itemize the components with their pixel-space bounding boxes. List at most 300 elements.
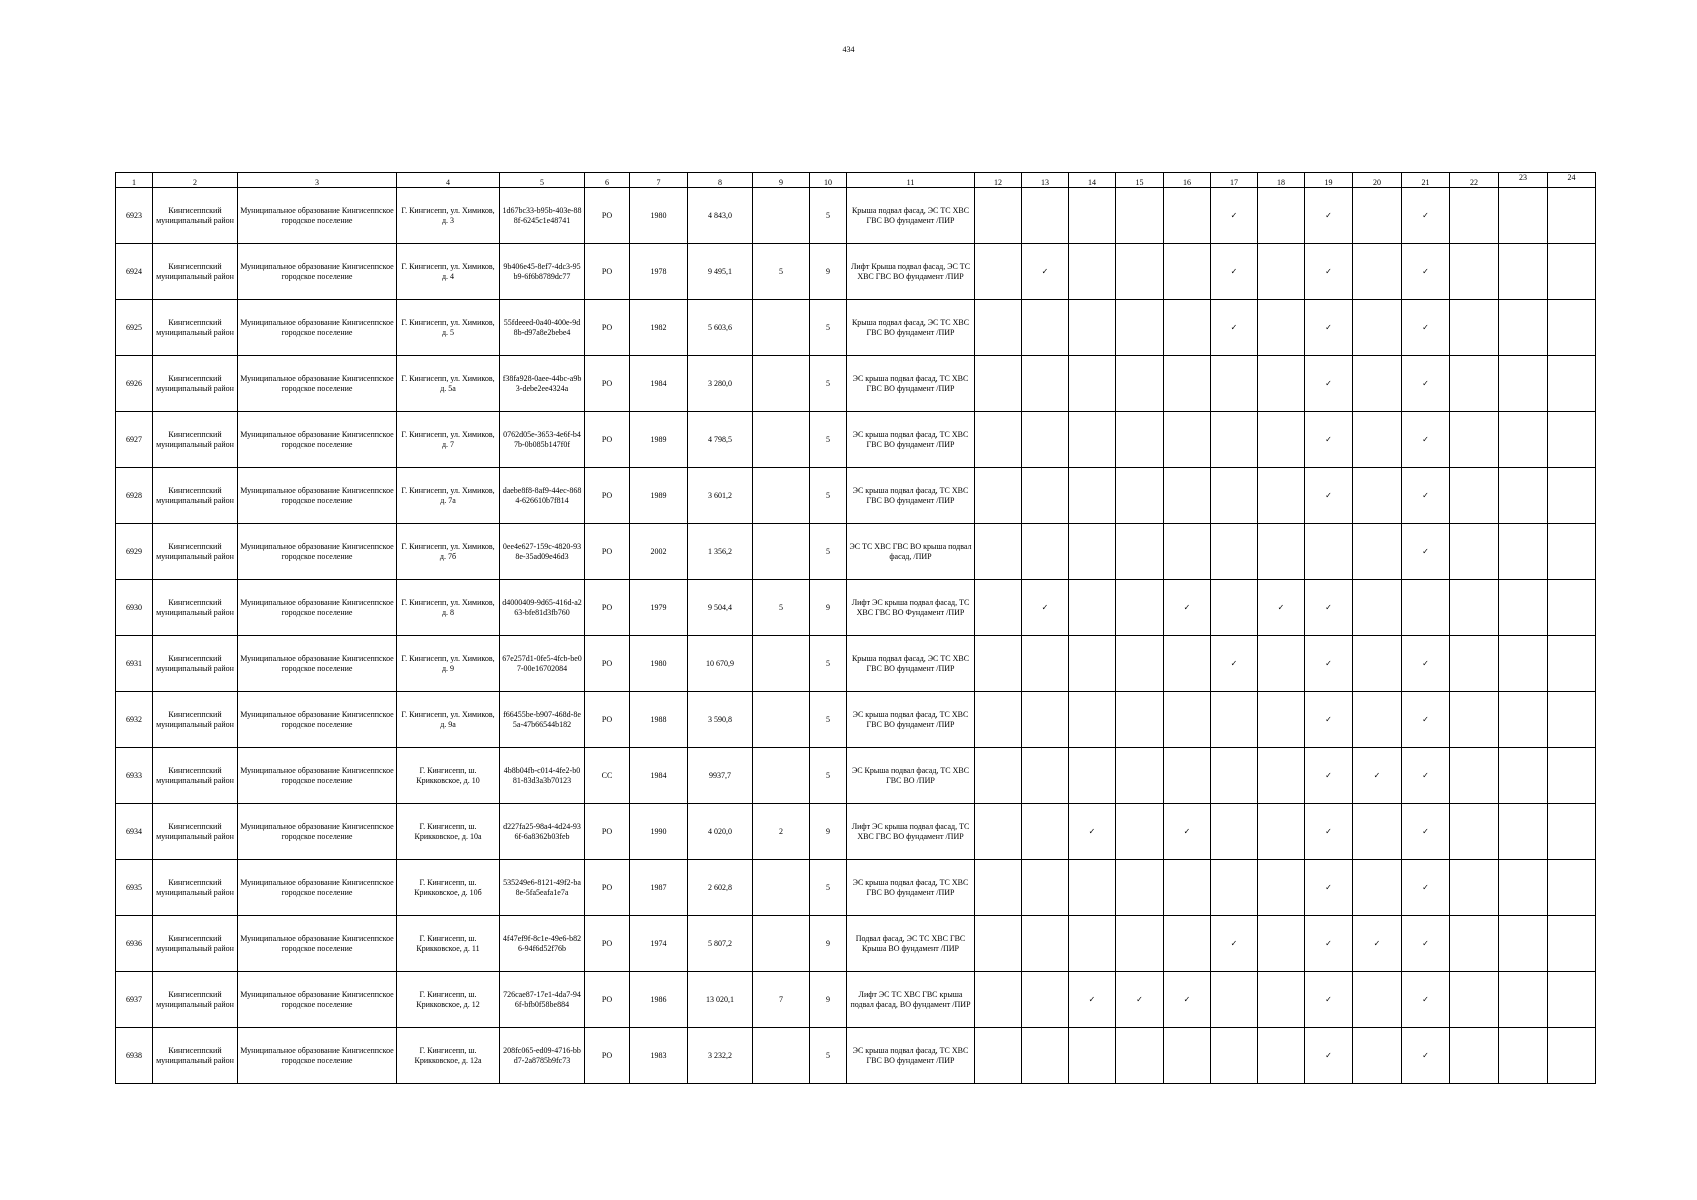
- check-mark-icon: ✓: [1402, 356, 1450, 412]
- check-mark-icon: ✓: [1305, 300, 1353, 356]
- empty-cell: [975, 1028, 1022, 1084]
- table-row: [116, 916, 1596, 972]
- col9-cell: 5: [753, 244, 810, 300]
- empty-cell: [1353, 972, 1402, 1028]
- check-mark-icon: ✓: [1211, 300, 1258, 356]
- year-cell: 1988: [630, 692, 688, 748]
- works-cell: Лифт ЭС крыша подвал фасад, ТС ХВС ГВС ВО фундамент /ПИР: [847, 804, 975, 860]
- empty-cell: [1022, 300, 1069, 356]
- area-cell: 1 356,2: [688, 524, 753, 580]
- empty-cell: [1450, 356, 1499, 412]
- empty-cell: [1548, 244, 1596, 300]
- empty-cell: [1450, 636, 1499, 692]
- empty-cell: [1211, 972, 1258, 1028]
- empty-cell: [1211, 804, 1258, 860]
- check-mark-icon: ✓: [1305, 412, 1353, 468]
- year-cell: 1979: [630, 580, 688, 636]
- col9-cell: [753, 860, 810, 916]
- floors-cell: 9: [810, 972, 847, 1028]
- empty-cell: [1211, 524, 1258, 580]
- empty-cell: [1164, 916, 1211, 972]
- type-cell: РО: [585, 300, 630, 356]
- empty-cell: [1450, 412, 1499, 468]
- empty-cell: [1069, 524, 1116, 580]
- empty-cell: [1450, 468, 1499, 524]
- empty-cell: [1022, 188, 1069, 244]
- row-id: 6923: [116, 188, 153, 244]
- empty-cell: [1116, 412, 1164, 468]
- column-header-23: 23: [1499, 173, 1548, 188]
- area-cell: 9 504,4: [688, 580, 753, 636]
- address-cell: Г. Кингисепп, ш. Крикковское, д. 10а: [397, 804, 500, 860]
- empty-cell: [975, 748, 1022, 804]
- check-mark-icon: ✓: [1211, 188, 1258, 244]
- empty-cell: [1116, 468, 1164, 524]
- empty-cell: [1022, 916, 1069, 972]
- check-mark-icon: ✓: [1305, 580, 1353, 636]
- empty-cell: [1164, 356, 1211, 412]
- check-mark-icon: ✓: [1305, 468, 1353, 524]
- address-cell: Г. Кингисепп, ул. Химиков, д. 3: [397, 188, 500, 244]
- empty-cell: [1022, 972, 1069, 1028]
- table-row: [116, 244, 1596, 300]
- floors-cell: 5: [810, 636, 847, 692]
- check-mark-icon: ✓: [1069, 804, 1116, 860]
- empty-cell: [1499, 748, 1548, 804]
- works-cell: ЭС ТС ХВС ГВС ВО крыша подвал фасад, /ПИР: [847, 524, 975, 580]
- empty-cell: [1164, 524, 1211, 580]
- empty-cell: [1211, 580, 1258, 636]
- empty-cell: [1499, 916, 1548, 972]
- empty-cell: [1258, 636, 1305, 692]
- municipality-cell: Муниципальное образование Кингисеппское городское поселение: [238, 580, 397, 636]
- empty-cell: [975, 636, 1022, 692]
- year-cell: 1980: [630, 636, 688, 692]
- works-cell: ЭС крыша подвал фасад, ТС ХВС ГВС ВО фундамент /ПИР: [847, 468, 975, 524]
- empty-cell: [1499, 468, 1548, 524]
- check-mark-icon: ✓: [1164, 972, 1211, 1028]
- floors-cell: 5: [810, 692, 847, 748]
- column-header-12: 12: [975, 173, 1022, 188]
- empty-cell: [1069, 412, 1116, 468]
- empty-cell: [975, 916, 1022, 972]
- district-cell: Кингисеппский муниципальный район: [153, 300, 238, 356]
- row-id: 6924: [116, 244, 153, 300]
- area-cell: 5 603,6: [688, 300, 753, 356]
- empty-cell: [1116, 692, 1164, 748]
- empty-cell: [1258, 748, 1305, 804]
- type-cell: СС: [585, 748, 630, 804]
- empty-cell: [1258, 692, 1305, 748]
- empty-cell: [1211, 748, 1258, 804]
- address-cell: Г. Кингисепп, ул. Химиков, д. 5а: [397, 356, 500, 412]
- empty-cell: [1164, 244, 1211, 300]
- municipality-cell: Муниципальное образование Кингисеппское городское поселение: [238, 748, 397, 804]
- area-cell: 2 602,8: [688, 860, 753, 916]
- year-cell: 1980: [630, 188, 688, 244]
- empty-cell: [1353, 412, 1402, 468]
- address-cell: Г. Кингисепп, ул. Химиков, д. 7а: [397, 468, 500, 524]
- empty-cell: [1211, 692, 1258, 748]
- page-number: 434: [842, 45, 855, 54]
- year-cell: 1989: [630, 468, 688, 524]
- col9-cell: [753, 1028, 810, 1084]
- check-mark-icon: ✓: [1402, 300, 1450, 356]
- empty-cell: [1022, 692, 1069, 748]
- empty-cell: [1450, 692, 1499, 748]
- empty-cell: [1022, 356, 1069, 412]
- column-header-2: 2: [153, 173, 238, 188]
- column-header-13: 13: [1022, 173, 1069, 188]
- row-id: 6934: [116, 804, 153, 860]
- empty-cell: [975, 468, 1022, 524]
- check-mark-icon: ✓: [1402, 1028, 1450, 1084]
- column-header-24: 24: [1548, 173, 1596, 188]
- empty-cell: [1353, 860, 1402, 916]
- table-row: [116, 748, 1596, 804]
- table-body: [116, 188, 1596, 1084]
- year-cell: 1974: [630, 916, 688, 972]
- works-cell: Подвал фасад, ЭС ТС ХВС ГВС Крыша ВО фундамент /ПИР: [847, 916, 975, 972]
- empty-cell: [1548, 300, 1596, 356]
- works-cell: Крыша подвал фасад, ЭС ТС ХВС ГВС ВО фундамент /ПИР: [847, 636, 975, 692]
- municipality-cell: Муниципальное образование Кингисеппское городское поселение: [238, 412, 397, 468]
- empty-cell: [1069, 300, 1116, 356]
- empty-cell: [1258, 804, 1305, 860]
- col9-cell: [753, 356, 810, 412]
- type-cell: РО: [585, 468, 630, 524]
- year-cell: 2002: [630, 524, 688, 580]
- district-cell: Кингисеппский муниципальный район: [153, 468, 238, 524]
- table-row: [116, 860, 1596, 916]
- empty-cell: [1164, 860, 1211, 916]
- empty-cell: [1499, 636, 1548, 692]
- empty-cell: [1022, 636, 1069, 692]
- empty-cell: [1116, 300, 1164, 356]
- empty-cell: [1499, 244, 1548, 300]
- works-cell: ЭС Крыша подвал фасад, ТС ХВС ГВС ВО /ПИР: [847, 748, 975, 804]
- empty-cell: [1450, 860, 1499, 916]
- table-row: [116, 356, 1596, 412]
- empty-cell: [1164, 188, 1211, 244]
- guid-cell: 67e257d1-0fe5-4fcb-be07-00e16702084: [500, 636, 585, 692]
- column-header-22: 22: [1450, 173, 1499, 188]
- empty-cell: [1450, 300, 1499, 356]
- row-id: 6933: [116, 748, 153, 804]
- col9-cell: [753, 412, 810, 468]
- empty-cell: [1022, 524, 1069, 580]
- empty-cell: [1402, 580, 1450, 636]
- works-cell: Лифт ЭС крыша подвал фасад, ТС ХВС ГВС ВО Фундамент /ПИР: [847, 580, 975, 636]
- year-cell: 1978: [630, 244, 688, 300]
- empty-cell: [1353, 692, 1402, 748]
- column-header-4: 4: [397, 173, 500, 188]
- empty-cell: [1069, 580, 1116, 636]
- empty-cell: [1353, 1028, 1402, 1084]
- municipality-cell: Муниципальное образование Кингисеппское городское поселение: [238, 916, 397, 972]
- empty-cell: [1450, 1028, 1499, 1084]
- address-cell: Г. Кингисепп, ул. Химиков, д. 5: [397, 300, 500, 356]
- column-header-8: 8: [688, 173, 753, 188]
- column-header-10: 10: [810, 173, 847, 188]
- empty-cell: [1450, 188, 1499, 244]
- empty-cell: [1548, 188, 1596, 244]
- header-row: [116, 173, 1596, 188]
- area-cell: 4 843,0: [688, 188, 753, 244]
- district-cell: Кингисеппский муниципальный район: [153, 188, 238, 244]
- empty-cell: [1548, 804, 1596, 860]
- empty-cell: [1450, 916, 1499, 972]
- row-id: 6930: [116, 580, 153, 636]
- empty-cell: [1069, 748, 1116, 804]
- row-id: 6928: [116, 468, 153, 524]
- guid-cell: 0ee4e627-159c-4820-938e-35ad09e46d3: [500, 524, 585, 580]
- type-cell: РО: [585, 636, 630, 692]
- empty-cell: [1116, 1028, 1164, 1084]
- municipality-cell: Муниципальное образование Кингисеппское городское поселение: [238, 1028, 397, 1084]
- district-cell: Кингисеппский муниципальный район: [153, 916, 238, 972]
- table-row: [116, 412, 1596, 468]
- district-cell: Кингисеппский муниципальный район: [153, 692, 238, 748]
- empty-cell: [975, 188, 1022, 244]
- year-cell: 1983: [630, 1028, 688, 1084]
- area-cell: 13 020,1: [688, 972, 753, 1028]
- check-mark-icon: ✓: [1258, 580, 1305, 636]
- col9-cell: 5: [753, 580, 810, 636]
- check-mark-icon: ✓: [1211, 636, 1258, 692]
- column-header-1: 1: [116, 173, 153, 188]
- address-cell: Г. Кингисепп, ул. Химиков, д. 9: [397, 636, 500, 692]
- empty-cell: [1116, 916, 1164, 972]
- municipality-cell: Муниципальное образование Кингисеппское городское поселение: [238, 524, 397, 580]
- empty-cell: [1548, 468, 1596, 524]
- empty-cell: [1164, 300, 1211, 356]
- municipality-cell: Муниципальное образование Кингисеппское городское поселение: [238, 356, 397, 412]
- col9-cell: [753, 916, 810, 972]
- column-header-9: 9: [753, 173, 810, 188]
- empty-cell: [1069, 468, 1116, 524]
- municipality-cell: Муниципальное образование Кингисеппское городское поселение: [238, 468, 397, 524]
- area-cell: 3 280,0: [688, 356, 753, 412]
- empty-cell: [1258, 356, 1305, 412]
- district-cell: Кингисеппский муниципальный район: [153, 412, 238, 468]
- table-row: [116, 1028, 1596, 1084]
- row-id: 6927: [116, 412, 153, 468]
- district-cell: Кингисеппский муниципальный район: [153, 244, 238, 300]
- type-cell: РО: [585, 524, 630, 580]
- check-mark-icon: ✓: [1353, 748, 1402, 804]
- empty-cell: [1211, 356, 1258, 412]
- empty-cell: [1548, 972, 1596, 1028]
- empty-cell: [1164, 692, 1211, 748]
- empty-cell: [1022, 804, 1069, 860]
- empty-cell: [1548, 860, 1596, 916]
- row-id: 6936: [116, 916, 153, 972]
- type-cell: РО: [585, 412, 630, 468]
- col9-cell: [753, 468, 810, 524]
- floors-cell: 5: [810, 356, 847, 412]
- empty-cell: [1069, 860, 1116, 916]
- empty-cell: [975, 972, 1022, 1028]
- check-mark-icon: ✓: [1402, 636, 1450, 692]
- empty-cell: [1069, 188, 1116, 244]
- empty-cell: [975, 804, 1022, 860]
- check-mark-icon: ✓: [1022, 244, 1069, 300]
- area-cell: 9 495,1: [688, 244, 753, 300]
- row-id: 6926: [116, 356, 153, 412]
- check-mark-icon: ✓: [1402, 804, 1450, 860]
- check-mark-icon: ✓: [1069, 972, 1116, 1028]
- floors-cell: 5: [810, 412, 847, 468]
- empty-cell: [1022, 860, 1069, 916]
- district-cell: Кингисеппский муниципальный район: [153, 1028, 238, 1084]
- guid-cell: 1d67bc33-b95b-403e-888f-6245c1e48741: [500, 188, 585, 244]
- empty-cell: [1499, 580, 1548, 636]
- district-cell: Кингисеппский муниципальный район: [153, 356, 238, 412]
- guid-cell: daebe8f8-8af9-44ec-8684-626610b7f814: [500, 468, 585, 524]
- empty-cell: [1258, 468, 1305, 524]
- empty-cell: [1499, 860, 1548, 916]
- address-cell: Г. Кингисепп, ул. Химиков, д. 9а: [397, 692, 500, 748]
- check-mark-icon: ✓: [1305, 972, 1353, 1028]
- column-header-3: 3: [238, 173, 397, 188]
- empty-cell: [1258, 524, 1305, 580]
- empty-cell: [1499, 412, 1548, 468]
- check-mark-icon: ✓: [1305, 188, 1353, 244]
- col9-cell: [753, 636, 810, 692]
- empty-cell: [1353, 300, 1402, 356]
- municipality-cell: Муниципальное образование Кингисеппское городское поселение: [238, 972, 397, 1028]
- guid-cell: d227fa25-98a4-4d24-936f-6a8362b03feb: [500, 804, 585, 860]
- table-row: [116, 692, 1596, 748]
- works-cell: ЭС крыша подвал фасад, ТС ХВС ГВС ВО фундамент /ПИР: [847, 860, 975, 916]
- check-mark-icon: ✓: [1402, 972, 1450, 1028]
- works-cell: Крыша подвал фасад, ЭС ТС ХВС ГВС ВО фундамент /ПИР: [847, 300, 975, 356]
- works-cell: Лифт Крыша подвал фасад, ЭС ТС ХВС ГВС ВО фундамент /ПИР: [847, 244, 975, 300]
- empty-cell: [1069, 1028, 1116, 1084]
- empty-cell: [1450, 580, 1499, 636]
- works-cell: Лифт ЭС ТС ХВС ГВС крыша подвал фасад, ВО фундамент /ПИР: [847, 972, 975, 1028]
- empty-cell: [1548, 580, 1596, 636]
- empty-cell: [1548, 916, 1596, 972]
- empty-cell: [1069, 356, 1116, 412]
- table-row: [116, 300, 1596, 356]
- year-cell: 1990: [630, 804, 688, 860]
- empty-cell: [1164, 1028, 1211, 1084]
- empty-cell: [1450, 972, 1499, 1028]
- works-cell: Крыша подвал фасад, ЭС ТС ХВС ГВС ВО фундамент /ПИР: [847, 188, 975, 244]
- municipality-cell: Муниципальное образование Кингисеппское городское поселение: [238, 804, 397, 860]
- check-mark-icon: ✓: [1305, 804, 1353, 860]
- empty-cell: [1450, 804, 1499, 860]
- check-mark-icon: ✓: [1305, 860, 1353, 916]
- col9-cell: 2: [753, 804, 810, 860]
- check-mark-icon: ✓: [1305, 692, 1353, 748]
- row-id: 6925: [116, 300, 153, 356]
- address-cell: Г. Кингисепп, ш. Крикковское, д. 11: [397, 916, 500, 972]
- empty-cell: [1548, 748, 1596, 804]
- column-header-20: 20: [1353, 173, 1402, 188]
- row-id: 6937: [116, 972, 153, 1028]
- empty-cell: [1450, 748, 1499, 804]
- empty-cell: [1258, 300, 1305, 356]
- address-cell: Г. Кингисепп, ул. Химиков, д. 4: [397, 244, 500, 300]
- type-cell: РО: [585, 356, 630, 412]
- type-cell: РО: [585, 580, 630, 636]
- empty-cell: [1258, 1028, 1305, 1084]
- empty-cell: [1211, 412, 1258, 468]
- address-cell: Г. Кингисепп, ш. Крикковское, д. 10: [397, 748, 500, 804]
- empty-cell: [1548, 636, 1596, 692]
- empty-cell: [1116, 244, 1164, 300]
- empty-cell: [1450, 524, 1499, 580]
- floors-cell: 5: [810, 188, 847, 244]
- empty-cell: [1164, 636, 1211, 692]
- empty-cell: [1022, 412, 1069, 468]
- empty-cell: [1499, 300, 1548, 356]
- empty-cell: [1353, 804, 1402, 860]
- empty-cell: [1499, 1028, 1548, 1084]
- empty-cell: [1548, 692, 1596, 748]
- column-header-17: 17: [1211, 173, 1258, 188]
- check-mark-icon: ✓: [1164, 580, 1211, 636]
- area-cell: 3 601,2: [688, 468, 753, 524]
- address-cell: Г. Кингисепп, ш. Крикковское, д. 10б: [397, 860, 500, 916]
- floors-cell: 5: [810, 300, 847, 356]
- empty-cell: [1258, 412, 1305, 468]
- empty-cell: [1022, 1028, 1069, 1084]
- empty-cell: [1499, 524, 1548, 580]
- empty-cell: [1069, 916, 1116, 972]
- type-cell: РО: [585, 804, 630, 860]
- table-row: [116, 636, 1596, 692]
- check-mark-icon: ✓: [1211, 244, 1258, 300]
- empty-cell: [1116, 356, 1164, 412]
- row-id: 6929: [116, 524, 153, 580]
- address-cell: Г. Кингисепп, ул. Химиков, д. 8: [397, 580, 500, 636]
- guid-cell: 208fc065-ed09-4716-bbd7-2a8785b9fc73: [500, 1028, 585, 1084]
- empty-cell: [1116, 860, 1164, 916]
- empty-cell: [1022, 748, 1069, 804]
- column-header-21: 21: [1402, 173, 1450, 188]
- column-header-7: 7: [630, 173, 688, 188]
- works-cell: ЭС крыша подвал фасад, ТС ХВС ГВС ВО фундамент /ПИР: [847, 356, 975, 412]
- empty-cell: [1258, 916, 1305, 972]
- empty-cell: [975, 244, 1022, 300]
- col9-cell: [753, 300, 810, 356]
- empty-cell: [1499, 188, 1548, 244]
- area-cell: 10 670,9: [688, 636, 753, 692]
- row-id: 6938: [116, 1028, 153, 1084]
- empty-cell: [1211, 468, 1258, 524]
- column-header-11: 11: [847, 173, 975, 188]
- check-mark-icon: ✓: [1402, 748, 1450, 804]
- col9-cell: [753, 188, 810, 244]
- empty-cell: [1069, 636, 1116, 692]
- empty-cell: [1353, 188, 1402, 244]
- empty-cell: [1116, 580, 1164, 636]
- check-mark-icon: ✓: [1022, 580, 1069, 636]
- row-id: 6931: [116, 636, 153, 692]
- check-mark-icon: ✓: [1305, 916, 1353, 972]
- empty-cell: [1116, 804, 1164, 860]
- municipality-cell: Муниципальное образование Кингисеппское городское поселение: [238, 860, 397, 916]
- floors-cell: 9: [810, 244, 847, 300]
- area-cell: 3 590,8: [688, 692, 753, 748]
- empty-cell: [1548, 1028, 1596, 1084]
- column-header-18: 18: [1258, 173, 1305, 188]
- check-mark-icon: ✓: [1402, 244, 1450, 300]
